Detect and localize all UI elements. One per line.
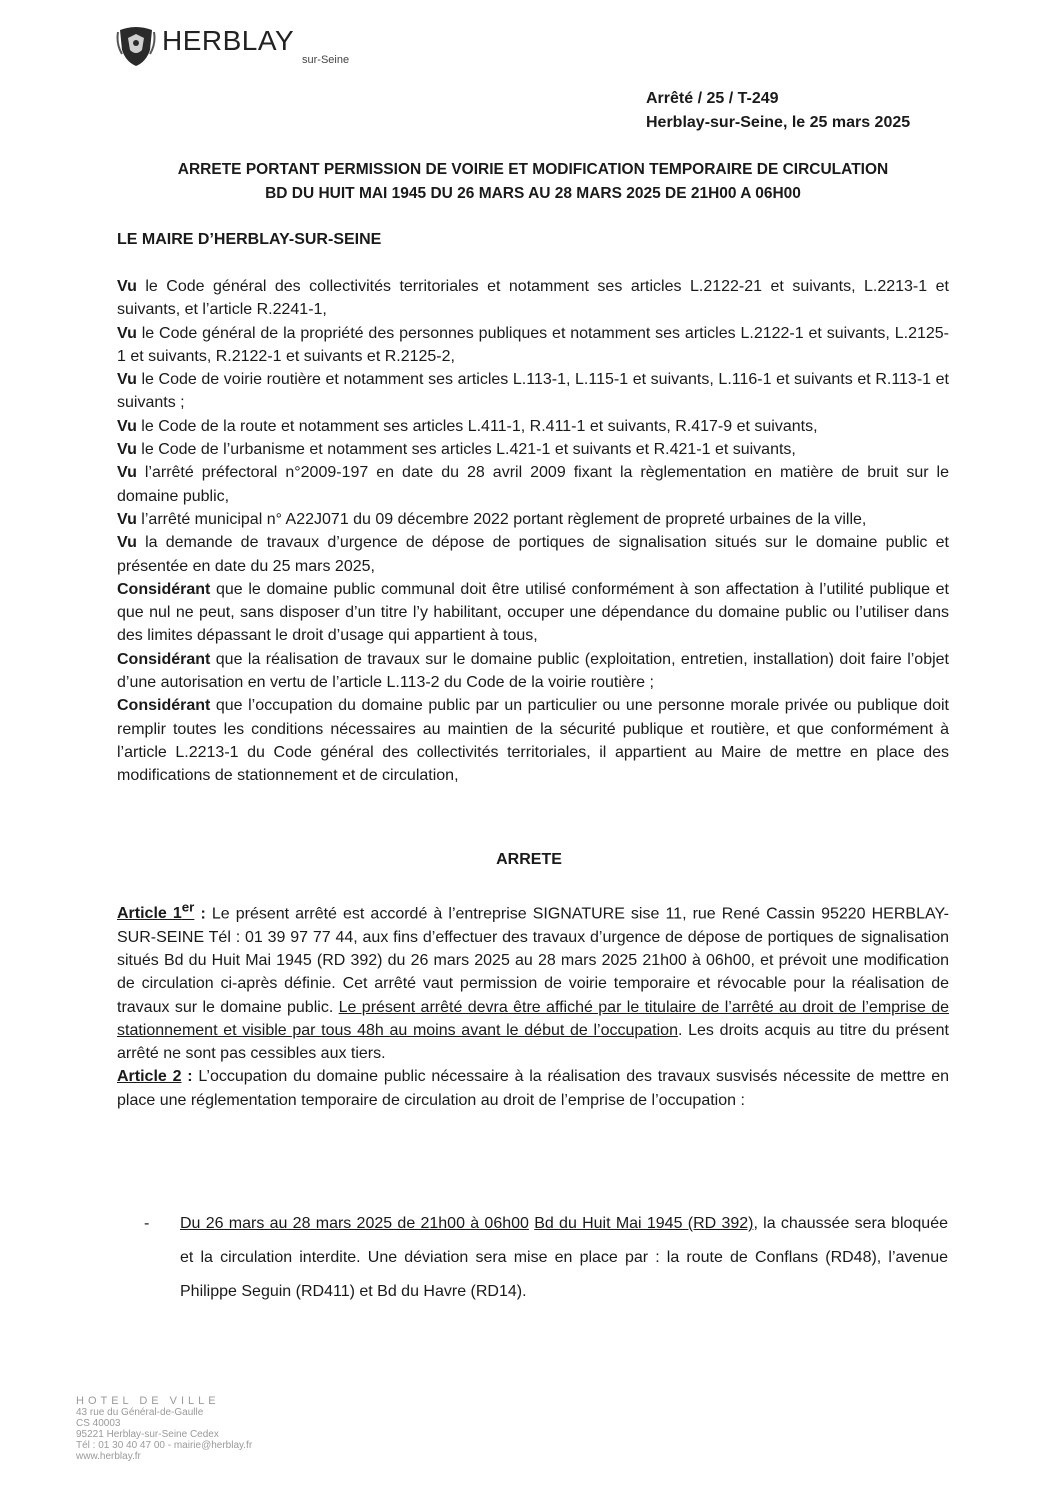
consideration-lead: Considérant (117, 650, 211, 668)
consideration-lead: Vu (117, 417, 137, 435)
measure-location: Bd du Huit Mai 1945 (RD 392) (534, 1215, 754, 1232)
consideration-lead: Vu (117, 464, 137, 482)
consideration-lead: Vu (117, 278, 137, 295)
circulation-measure-item (146, 1207, 948, 1309)
footer-line: www.herblay.fr (76, 1451, 141, 1462)
consideration-text: le Code de voirie routière et notamment ses articles L.113-1, L.115-1 et suivants, L.116-1 et suivants et R.113-1 et suivants ; (117, 371, 949, 412)
article-1-label-text: Article 1 (117, 905, 182, 923)
consideration-text: l’arrêté préfectoral n°2009-197 en date du 28 avril 2009 fixant la règlementation en matière de bruit sur le domaine public, (117, 464, 949, 505)
circulation-measure-text (180, 1207, 948, 1309)
coat-of-arms-icon (116, 24, 156, 68)
article-2-text: L’occupation du domaine public nécessaire à la réalisation des travaux susvisés nécessite de mettre en place une réglementation temporaire de circulation au droit de l’emprise de l’occupation : (117, 1068, 950, 1109)
consideration-text: que la réalisation de travaux sur le domaine public (exploitation, entretien, installation) doit faire l’objet d’une autorisation en vertu de l’article L.113-2 du Code de la voirie routière ; (117, 650, 949, 692)
footer-line: CS 40003 (76, 1418, 121, 1429)
consideration-item (117, 461, 949, 508)
articles-block (117, 896, 949, 1112)
article-1-colon: : (194, 905, 206, 923)
consideration-lead: Vu (117, 441, 137, 459)
consideration-item (117, 531, 949, 578)
consideration-text: que le domaine public communal doit être utilisé conformément à son affectation à l’utilité publique et que nul ne peut, sans disposer d’un titre l’y habilitant, occuper une dépendance du domaine public ou l’utiliser dans des limites dépassant le droit d’usage qui appartient à tous, (117, 580, 949, 645)
logo-name: HERBLAY (162, 25, 295, 56)
city-logo (116, 24, 349, 68)
consideration-item (117, 508, 949, 531)
footer-address (76, 1396, 252, 1462)
consideration-lead: Considérant (117, 697, 211, 715)
consideration-item (117, 438, 949, 461)
document-title (120, 158, 946, 206)
article-1-text: Le présent arrêté est accordé à l’entreprise SIGNATURE sise 11, rue René Cassin 95220 HERBLAY-SUR-SEINE Tél : 01 39 97 77 44, aux fins d’effectuer des travaux d’urgence de dépose de portiques de signalisation situés Bd du Huit Mai 1945 (RD 392) du 26 mars 2025 au 28 mars 2025 21h00 à 06h00, et prévoit une modification de circulation ci-après définie. Cet arrêté vaut permission de voirie temporaire et révocable pour la réalisation de travaux sur le domaine public. (117, 905, 949, 1016)
article-2-label: Article 2 (117, 1068, 182, 1086)
consideration-text: la demande de travaux d’urgence de dépose de portiques de signalisation situés sur le domaine public et présentée en date du 25 mars 2025, (117, 534, 949, 575)
measure-description: , la chaussée sera bloquée et la circulation interdite. Une déviation sera mise en place par : la route de Conflans (RD48), l’avenue Philippe Seguin (RD411) et Bd du Havre (RD14). (180, 1215, 949, 1300)
consideration-lead: Considérant (117, 580, 211, 598)
footer-line: 43 rue du Général-de-Gaulle (76, 1407, 204, 1418)
mayor-heading: LE MAIRE D’HERBLAY-SUR-SEINE (117, 231, 382, 248)
place-date: Herblay-sur-Seine, le 25 mars 2025 (646, 114, 911, 131)
measure-period: Du 26 mars au 28 mars 2025 de 21h00 à 06h00 (180, 1215, 529, 1232)
arrete-reference: Arrêté / 25 / T-249 (646, 90, 779, 107)
consideration-text: l’arrêté municipal n° A22J071 du 09 décembre 2022 portant règlement de propreté urbaines de la ville, (136, 510, 867, 528)
consideration-item (117, 694, 949, 787)
title-line-2: BD DU HUIT MAI 1945 DU 26 MARS AU 28 MARS 2025 DE 21H00 A 06H00 (265, 185, 801, 202)
arrete-heading: ARRETE (496, 851, 562, 868)
consideration-text: le Code de l’urbanisme et notamment ses articles L.421-1 et suivants et R.421-1 et suivants, (136, 441, 796, 459)
title-line-1: ARRETE PORTANT PERMISSION DE VOIRIE ET MODIFICATION TEMPORAIRE DE CIRCULATION (177, 161, 889, 178)
footer-line: Tél : 01 30 40 47 00 - mairie@herblay.fr (76, 1440, 253, 1451)
considerations-block (117, 275, 949, 788)
article-1-underlined: Le présent arrêté devra être affiché par le titulaire de l’arrêté au droit de l’emprise de stationnement et visible par tous 48h au moins avant le début de l’occupation (117, 998, 950, 1039)
consideration-item (117, 578, 949, 648)
consideration-text: le Code de la route et notamment ses articles L.411-1, R.411-1 et suivants, R.417-9 et suivants, (136, 417, 818, 435)
article-2-colon: : (181, 1068, 193, 1086)
article-1-text-end: . Les droits acquis au titre du présent arrêté ne sont pas cessibles aux tiers. (117, 1021, 949, 1063)
consideration-text: le Code général de la propriété des personnes publiques et notamment ses articles L.2122-1 et suivants, L.2125-1 et suivants, R.2122-1 et suivants et R.2125-2, (117, 324, 949, 365)
consideration-item (117, 322, 949, 369)
article-1 (117, 896, 949, 1065)
bullet-dash: - (144, 1215, 150, 1232)
consideration-lead: Vu (117, 510, 137, 528)
consideration-lead: Vu (117, 371, 137, 389)
consideration-lead: Vu (117, 324, 137, 342)
article-1-superscript: er (181, 900, 195, 915)
consideration-item (117, 648, 949, 695)
footer-title: HOTEL DE VILLE (76, 1395, 220, 1407)
consideration-item (117, 275, 949, 322)
article-2 (117, 1065, 949, 1112)
consideration-lead: Vu (117, 534, 137, 552)
footer-line: 95221 Herblay-sur-Seine Cedex (76, 1429, 219, 1440)
consideration-text: le Code général des collectivités territoriales et notamment ses articles L.2122-21 et suivants, L.2213-1 et suivants, et l’article R.2241-1, (117, 278, 949, 319)
consideration-text: que l’occupation du domaine public par un particulier ou une personne morale privée ou publique doit remplir toutes les conditions nécessaires au maintien de la sécurité publique et routière, et que conformément à l’article L.2213-1 du Code général des collectivités territoriales, il appartient au Maire de mettre en place des modifications de stationnement et de circulation, (117, 697, 949, 785)
logo-subtitle: sur-Seine (302, 54, 350, 66)
consideration-item (117, 368, 949, 415)
article-1-label (117, 900, 195, 923)
consideration-item (117, 415, 949, 438)
